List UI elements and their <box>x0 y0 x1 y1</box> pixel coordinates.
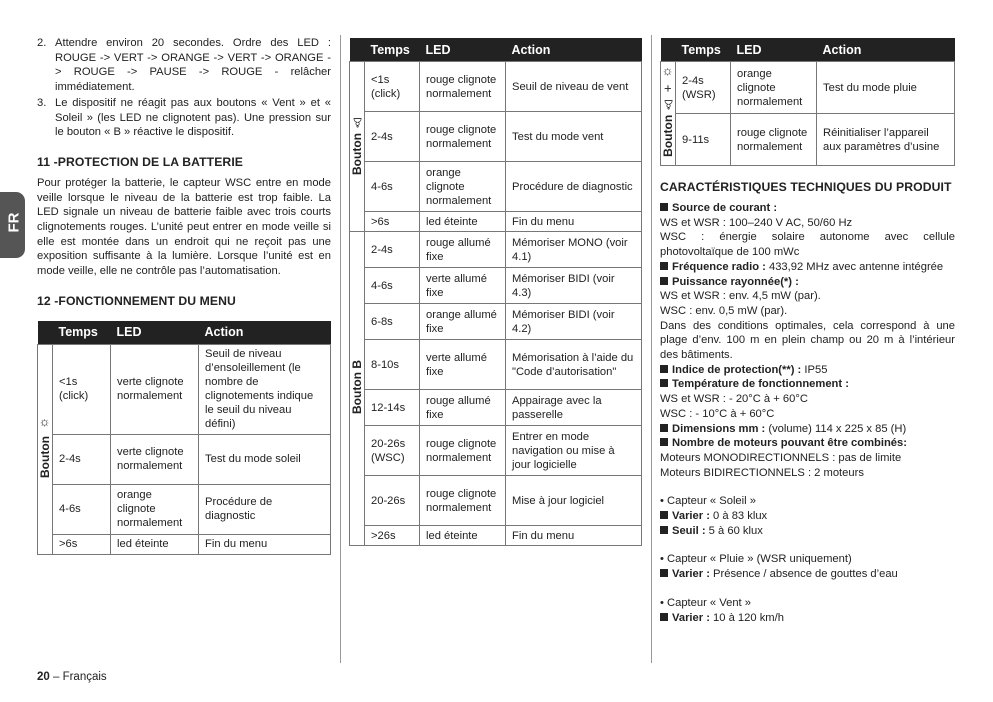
specs-block: Source de courant : WS et WSR : 100–240 V AC, 50/60 Hz WSC : énergie solaire autonome avec cellule photovoltaïque de 100 mWc Fréquence radio : 433,92 MHz avec antenne intégrée Puissance rayonnée(*) : WS et WSR : env. 4,5 mW (par). WSC : env. 0,5 mW (par). Dans des conditions optimales, cela correspond à une plage d’env. 100 m en plein champ ou 20 m à l’intérieur des bâtiments. Indice de protection(**) : IP55 Température de fonctionnement : WS et WSR : - 20°C à + 60°C WSC : - 10°C à + 60°C Dimensions mm : (volume) 114 x 225 x 85 (H) Nombre de moteurs pouvant être combinés: Moteurs MONODIRECTIONNELS : pas de limite Moteurs BIDIRECTIONNELS : 2 moteurs • Capteur « Soleil » Varier : 0 à 83 klux Seuil : 5 à 60 klux • Capteur « Pluie » (WSR uniquement) Varier : Présence / absence de gouttes d’eau • Capteur « Vent » Varier : 10 à 120 km/h <box>660 202 955 624</box>
table-row <box>350 340 642 390</box>
wind-sun-icon: ♙ + ☼ <box>660 66 675 111</box>
table-cell: Fin du menu <box>199 534 331 554</box>
step-item: 2. Attendre environ 20 secondes. Ordre des LED : ROUGE -> VERT -> ORANGE -> VERT -> ORANGE -> ROUGE -> PAUSE -> ROUGE - relâcher immédiatement. <box>37 37 331 94</box>
table-cell: Mémoriser MONO (voir 4.1) <box>506 232 642 268</box>
table-cell: rouge clignote normalement <box>420 476 506 526</box>
language-tab-label: FR <box>5 212 23 233</box>
table-cell: 2-4s (WSR) <box>676 62 731 114</box>
table-cell: Réinitialiser l’appareil aux paramètres d’usine <box>817 114 955 166</box>
table-header-cell: LED <box>731 38 817 62</box>
section-12-title: 12 -FONCTIONNEMENT DU MENU <box>37 293 236 308</box>
table-cell: led éteinte <box>420 212 506 232</box>
language-tab <box>0 192 25 258</box>
button-group-label: Bouton ♙ + ☼ <box>661 62 676 166</box>
table-cell: 20-26s <box>365 476 420 526</box>
column-right <box>660 38 955 625</box>
table-header-cell: Action <box>817 38 955 62</box>
table-cell: Fin du menu <box>506 526 642 546</box>
table-cell: led éteinte <box>420 526 506 546</box>
button-group-label: Bouton B <box>350 232 365 546</box>
column-divider <box>651 35 652 663</box>
table-row <box>350 390 642 426</box>
table-row <box>350 304 642 340</box>
table-cell: Mémoriser BIDI (voir 4.3) <box>506 268 642 304</box>
table-cell: 20-26s (WSC) <box>365 426 420 476</box>
table-cell: Test du mode pluie <box>817 62 955 114</box>
table-cell: Fin du menu <box>506 212 642 232</box>
section-11-text: Pour protéger la batterie, le capteur WSC entre en mode veille lorsque le niveau de la batterie est trop faible. La LED signale un niveau de batterie faible avec trois courts clignotements rouges. L’unité peut entrer en mode veille si elle est montée dans un endroit qui ne reçoit pas une exposition suffisante à la lumière. Lorsque l’unité est en mode veille, elle ne contrôle pas l’automatisation. <box>37 176 331 278</box>
table-cell: orange clignote normalement <box>420 162 506 212</box>
table-row <box>38 484 331 534</box>
table-cell: rouge clignote normalement <box>420 426 506 476</box>
table-cell: 6-8s <box>365 304 420 340</box>
table-row <box>350 526 642 546</box>
table-cell: Procédure de diagnostic <box>506 162 642 212</box>
table-cell: >6s <box>365 212 420 232</box>
column-divider <box>340 35 341 663</box>
menu-table-sun <box>37 321 331 555</box>
table-cell: Mise à jour logiciel <box>506 476 642 526</box>
table-row <box>38 344 331 434</box>
table-cell: verte allumé fixe <box>420 268 506 304</box>
table-row <box>661 114 955 166</box>
menu-table-rain <box>660 38 955 166</box>
button-group-label: Bouton ☼ <box>38 344 53 554</box>
table-cell: led éteinte <box>111 534 199 554</box>
specs-title: CARACTÉRISTIQUES TECHNIQUES DU PRODUIT <box>660 180 952 194</box>
table-row <box>350 162 642 212</box>
table-cell: Test du mode soleil <box>199 434 331 484</box>
table-header-cell <box>350 38 365 62</box>
table-header-cell: LED <box>420 38 506 62</box>
table-row <box>661 62 955 114</box>
table-cell: Test du mode vent <box>506 112 642 162</box>
table-cell: rouge clignote normalement <box>420 112 506 162</box>
table-row <box>350 232 642 268</box>
header-temps: Temps <box>53 321 111 345</box>
table-cell: Entrer en mode navigation ou mise à jour logicielle <box>506 426 642 476</box>
table-cell: <1s (click) <box>53 344 111 434</box>
table-row <box>350 112 642 162</box>
table-cell: 2-4s <box>365 112 420 162</box>
table-cell: Mémoriser BIDI (voir 4.2) <box>506 304 642 340</box>
table-cell: Seuil de niveau d’ensoleillement (le nombre de clignotements indique le seuil du niveau défini) <box>199 344 331 434</box>
column-middle <box>349 38 642 546</box>
footer-language: – Français <box>49 671 107 683</box>
table-cell: Procédure de diagnostic <box>199 484 331 534</box>
table-header-cell <box>661 38 676 62</box>
header-action: Action <box>199 321 331 345</box>
table-header-cell: Temps <box>676 38 731 62</box>
table-cell: <1s (click) <box>365 62 420 112</box>
table-cell: 4-6s <box>53 484 111 534</box>
table-cell: Mémorisation à l’aide du "Code d’autorisation" <box>506 340 642 390</box>
sun-icon: ☼ <box>37 416 52 432</box>
table-row <box>350 268 642 304</box>
table-cell: rouge allumé fixe <box>420 232 506 268</box>
page-footer <box>37 671 107 683</box>
table-row <box>350 212 642 232</box>
table-cell: 12-14s <box>365 390 420 426</box>
table-header-cell: Action <box>506 38 642 62</box>
table-cell: 9-11s <box>676 114 731 166</box>
table-cell: rouge clignote normalement <box>420 62 506 112</box>
table-cell: >6s <box>53 534 111 554</box>
table-cell: 2-4s <box>53 434 111 484</box>
table-header-cell: Temps <box>365 38 420 62</box>
steps-list <box>37 36 331 140</box>
section-11-title: 11 -PROTECTION DE LA BATTERIE <box>37 154 244 169</box>
table-cell: 4-6s <box>365 268 420 304</box>
table-cell: rouge clignote normalement <box>731 114 817 166</box>
table-cell: Appairage avec la passerelle <box>506 390 642 426</box>
table-cell: orange clignote normalement <box>111 484 199 534</box>
table-row <box>38 434 331 484</box>
table-cell: orange allumé fixe <box>420 304 506 340</box>
table-cell: 8-10s <box>365 340 420 390</box>
step-item: 3. Le dispositif ne réagit pas aux boutons « Vent » et « Soleil » (les LED ne clignotent pas). Une pression sur le bouton « B » réactive le dispositif. <box>37 96 331 139</box>
column-left <box>37 0 331 555</box>
table-cell: verte clignote normalement <box>111 434 199 484</box>
table-cell: Seuil de niveau de vent <box>506 62 642 112</box>
wind-icon: ♙ <box>349 114 364 129</box>
button-group-label: Bouton ♙ <box>350 62 365 232</box>
table-cell: >26s <box>365 526 420 546</box>
table-cell: 4-6s <box>365 162 420 212</box>
menu-table-wind-b <box>349 38 642 546</box>
table-row <box>38 534 331 554</box>
table-cell: verte clignote normalement <box>111 344 199 434</box>
table-row <box>350 476 642 526</box>
header-led: LED <box>111 321 199 345</box>
page-number: 20 <box>37 671 50 683</box>
table-header-cell <box>38 321 53 345</box>
table-row <box>350 426 642 476</box>
table-cell: 2-4s <box>365 232 420 268</box>
table-cell: rouge allumé fixe <box>420 390 506 426</box>
table-row <box>350 62 642 112</box>
table-cell: orange clignote normalement <box>731 62 817 114</box>
table-cell: verte allumé fixe <box>420 340 506 390</box>
